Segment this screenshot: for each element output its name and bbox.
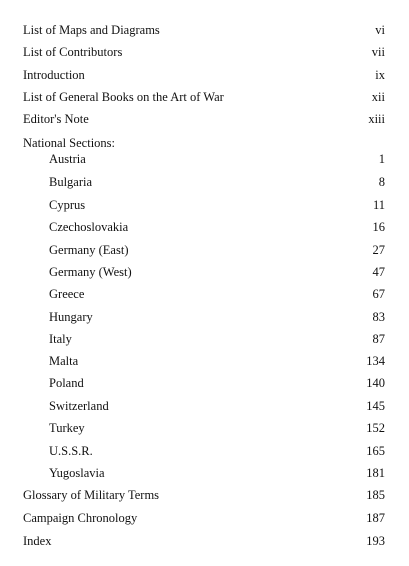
toc-entry-ussr[interactable] [0, 442, 409, 460]
toc-entry-title: Germany (East) [49, 243, 129, 257]
toc-entry-page: 47 [372, 265, 385, 279]
section-heading-text: National Sections: [23, 136, 115, 150]
toc-entry-page: vi [375, 23, 385, 37]
toc-entry-bulgaria[interactable] [0, 173, 409, 191]
toc-entry-glossary[interactable] [0, 486, 409, 504]
toc-entry-title: Switzerland [49, 399, 109, 413]
toc-entry-title: Editor's Note [23, 112, 89, 126]
toc-entry-title: Poland [49, 376, 84, 390]
toc-entry-page: ix [375, 68, 385, 82]
toc-entry-page: 83 [372, 310, 385, 324]
toc-entry-italy[interactable] [0, 330, 409, 348]
toc-entry-title: Introduction [23, 68, 85, 82]
toc-entry-turkey[interactable] [0, 419, 409, 437]
toc-entry-page: 152 [366, 421, 385, 435]
toc-entry-title: Bulgaria [49, 175, 93, 189]
toc-entry-page: 193 [366, 534, 385, 548]
toc-entry-title: Index [23, 534, 52, 548]
toc-entry-germany-west[interactable] [0, 263, 409, 281]
toc-entry-editors-note[interactable] [0, 110, 409, 128]
toc-entry-page: 165 [366, 444, 385, 458]
toc-entry-page: 27 [372, 243, 385, 257]
toc-entry-hungary[interactable] [0, 308, 409, 326]
toc-entry-title: Yugoslavia [49, 466, 105, 480]
toc-entry-title: Turkey [49, 421, 85, 435]
toc-entry-page: 185 [366, 488, 385, 502]
toc-entry-switzerland[interactable] [0, 397, 409, 415]
toc-entry-title: List of General Books on the Art of War [23, 90, 224, 104]
toc-entry-austria[interactable] [0, 150, 409, 168]
toc-entry-germany-east[interactable] [0, 241, 409, 259]
toc-entry-title: Malta [49, 354, 79, 368]
toc-entry-page: 181 [366, 466, 385, 480]
toc-entry-page: xiii [368, 112, 385, 126]
toc-entry-page: 140 [366, 376, 385, 390]
toc-entry-title: Germany (West) [49, 265, 132, 279]
toc-entry-index[interactable] [0, 532, 409, 550]
toc-entry-title: Austria [49, 152, 86, 166]
toc-entry-page: 11 [372, 198, 385, 212]
toc-entry-list-of-maps[interactable] [0, 21, 409, 39]
toc-entry-title: Greece [49, 287, 85, 301]
toc-entry-page: xii [371, 90, 385, 104]
toc-entry-title: List of Maps and Diagrams [23, 23, 160, 37]
toc-entry-title: Glossary of Military Terms [23, 488, 160, 502]
toc-entry-page: 145 [366, 399, 385, 413]
toc-entry-page: 16 [372, 220, 385, 234]
toc-entry-title: Czechoslovakia [49, 220, 129, 234]
toc-entry-page: 187 [366, 511, 385, 525]
toc-entry-title: List of Contributors [23, 45, 123, 59]
toc-entry-page: vii [371, 45, 385, 59]
toc-entry-title: Italy [49, 332, 72, 346]
toc-entry-cyprus[interactable] [0, 196, 409, 214]
toc-entry-list-of-contributors[interactable] [0, 43, 409, 61]
toc-entry-introduction[interactable] [0, 66, 409, 84]
toc-entry-title: Cyprus [49, 198, 86, 212]
toc-entry-page: 8 [378, 175, 385, 189]
toc-entry-campaign-chronology[interactable] [0, 509, 409, 527]
toc-entry-page: 87 [372, 332, 385, 346]
toc-entry-page: 134 [366, 354, 385, 368]
toc-entry-page: 1 [378, 152, 385, 166]
toc-entry-title: Hungary [49, 310, 93, 324]
toc-entry-title: Campaign Chronology [23, 511, 138, 525]
toc-entry-greece[interactable] [0, 285, 409, 303]
toc-entry-page: 67 [372, 287, 385, 301]
toc-entry-yugoslavia[interactable] [0, 464, 409, 482]
toc-entry-czechoslovakia[interactable] [0, 218, 409, 236]
toc-entry-poland[interactable] [0, 374, 409, 392]
toc-entry-malta[interactable] [0, 352, 409, 370]
toc-entry-title: U.S.S.R. [49, 444, 93, 458]
toc-entry-general-books[interactable] [0, 88, 409, 106]
